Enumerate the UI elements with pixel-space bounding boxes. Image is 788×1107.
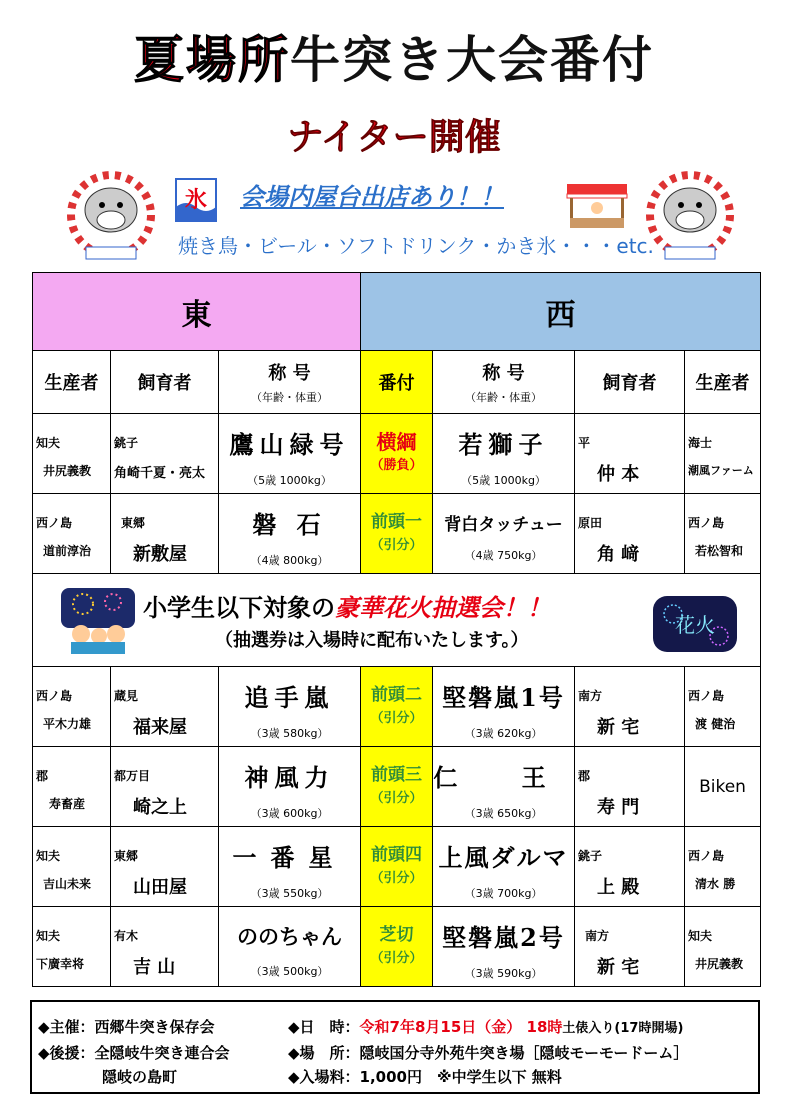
west-bull-age: （3歳 700kg） <box>464 887 543 900</box>
rank-title: 横綱 <box>376 429 417 454</box>
rank-result: （引分） <box>370 950 423 966</box>
col-name-west <box>433 351 575 414</box>
west-producer: 清水 勝 <box>695 877 736 891</box>
fireworks-family-icon <box>61 588 135 654</box>
hanabi-label: 花火 <box>675 613 715 637</box>
east-bull-name: 追手嵐 <box>244 683 335 712</box>
date-after: 土俵入り(17時開場) <box>562 1021 684 1036</box>
east-producer: 吉山未来 <box>43 877 92 891</box>
east-raiser-area: 銚子 <box>114 436 139 450</box>
east-raiser-area: 有木 <box>114 929 139 943</box>
west-raiser: 上 殿 <box>597 877 640 898</box>
col-producer-east: 生産者 <box>33 351 111 414</box>
hanabi-logo-icon <box>653 596 737 652</box>
place-line: ◆場 所：隠岐国分寺外苑牛突き場［隠岐モーモードーム］ <box>288 1044 689 1062</box>
west-bull-name: 若獅子 <box>458 430 549 459</box>
east-bull-name: 鷹山緑号 <box>229 430 350 459</box>
east-producer-area: 西ノ島 <box>36 516 73 530</box>
east-raiser-area: 蔵見 <box>114 689 139 703</box>
west-bull-name: 堅磐嵐1号 <box>442 683 565 712</box>
col-name-label: 称 号 <box>482 363 525 384</box>
lottery-headline <box>143 588 551 623</box>
west-bull-name: 仁 王 <box>433 763 574 792</box>
rank-title: 前頭四 <box>371 844 423 865</box>
east-raiser: 山田屋 <box>133 877 187 898</box>
east-bull-age: （3歳 550kg） <box>250 887 329 900</box>
table-row <box>33 494 761 574</box>
west-raiser-area: 南方 <box>578 689 603 703</box>
col-name-sub: （年齢・体重） <box>251 391 328 404</box>
west-raiser-area: 南方 <box>585 929 610 943</box>
date-line <box>288 1016 683 1037</box>
west-raiser-area: 平 <box>578 436 591 450</box>
east-bull-name: ののちゃん <box>237 923 342 949</box>
east-bull-age: （3歳 580kg） <box>250 727 329 740</box>
table-row <box>33 907 761 987</box>
rank-title: 前頭三 <box>371 764 423 785</box>
fee-line: ◆入場料：1,000円 ※中学生以下 無料 <box>288 1068 562 1086</box>
east-producer-area: 西ノ島 <box>36 689 73 703</box>
kakigori-flag-icon <box>174 177 218 223</box>
west-bull-name: 堅磐嵐2号 <box>442 923 565 952</box>
table-row <box>33 414 761 494</box>
food-stall-icon <box>562 180 632 232</box>
west-bull-age: （3歳 620kg） <box>464 727 543 740</box>
table-row <box>33 667 761 747</box>
event-info-box <box>30 1000 760 1094</box>
east-raiser-area: 東郷 <box>121 516 146 530</box>
col-name-east <box>219 351 361 414</box>
table-row <box>33 747 761 827</box>
east-producer: 寿畜産 <box>49 797 86 811</box>
foods-list: 焼き鳥・ビール・ソフトドリンク・かき氷・・・etc. <box>178 234 654 258</box>
east-producer: 平木力雄 <box>43 717 92 731</box>
west-bull-age: （3歳 590kg） <box>464 967 543 980</box>
subtitle: ナイター開催 <box>287 117 501 158</box>
west-raiser: 仲 本 <box>597 464 640 485</box>
col-name-label: 称 号 <box>268 363 311 384</box>
east-raiser: 角崎千夏・亮太 <box>114 466 206 481</box>
west-producer-area: 西ノ島 <box>688 516 725 530</box>
west-raiser: 新 宅 <box>597 957 640 978</box>
east-raiser: 新敷屋 <box>133 544 187 565</box>
rank-result: （引分） <box>370 710 423 726</box>
west-raiser: 新 宅 <box>597 717 640 738</box>
ox-mascot-icon <box>645 165 735 265</box>
east-bull-age: （3歳 600kg） <box>250 807 329 820</box>
west-producer: 渡 健治 <box>695 717 736 731</box>
west-bull-name: 背白タッチュー <box>444 515 563 535</box>
west-bull-name: 上風ダルマ <box>438 843 569 872</box>
east-bull-age: （3歳 500kg） <box>250 964 329 978</box>
west-producer: 潮風ファーム <box>688 464 754 477</box>
east-raiser-area: 都万目 <box>114 769 151 783</box>
west-bull-age: （3歳 650kg） <box>464 807 543 820</box>
east-bull-age: （5歳 1000kg） <box>247 474 332 487</box>
lottery-headline-a: 小学生以下対象の <box>143 594 335 622</box>
east-producer-area: 郡 <box>36 769 49 783</box>
east-bull-age: （4歳 800kg） <box>250 554 329 567</box>
fireworks-lottery-banner <box>33 574 761 667</box>
east-producer: 下廣幸将 <box>36 957 85 971</box>
west-raiser-area: 郡 <box>578 769 591 783</box>
table-row <box>33 827 761 907</box>
rank-result: （引分） <box>370 790 423 806</box>
east-producer-area: 知夫 <box>36 929 61 943</box>
east-raiser: 吉 山 <box>133 957 176 978</box>
west-raiser: 寿 門 <box>597 797 640 818</box>
date-value: 令和7年8月15日（金） 18時 <box>359 1018 563 1036</box>
east-producer-area: 知夫 <box>36 436 61 450</box>
col-producer-west: 生産者 <box>685 351 761 414</box>
page-title <box>0 30 788 90</box>
title-black: 牛突き大会番付 <box>290 31 654 89</box>
west-producer-area: 西ノ島 <box>688 689 725 703</box>
east-raiser: 福来屋 <box>133 717 187 738</box>
col-rank: 番付 <box>361 351 433 414</box>
col-raiser-east: 飼育者 <box>111 351 219 414</box>
rank-title: 芝切 <box>379 924 414 945</box>
banzuke-table <box>32 272 761 987</box>
rank-title: 前頭一 <box>371 511 423 532</box>
lottery-note: （抽選券は入場時に配布いたします。） <box>215 630 529 651</box>
west-bull-age: （5歳 1000kg） <box>461 474 546 487</box>
west-producer: 若松智和 <box>695 544 744 558</box>
east-header: 東 <box>33 273 361 351</box>
rank-result: （勝負） <box>370 457 423 473</box>
rank-result: （引分） <box>370 870 423 886</box>
west-raiser: 角 﨑 <box>597 544 640 565</box>
ox-mascot-icon <box>66 165 156 265</box>
east-bull-name: 磐 石 <box>252 510 327 539</box>
host-line: ◆主催：西郷牛突き保存会 <box>38 1018 215 1036</box>
col-raiser-west: 飼育者 <box>575 351 685 414</box>
east-bull-name: 一番星 <box>232 843 347 872</box>
east-raiser-area: 東郷 <box>114 849 139 863</box>
west-producer: Biken <box>685 747 761 827</box>
support-line: ◆後援：全隠岐牛突き連合会 <box>38 1044 230 1062</box>
east-producer: 道前淳治 <box>43 544 92 558</box>
rank-result: （引分） <box>370 537 423 553</box>
east-raiser: 崎之上 <box>133 797 187 818</box>
east-bull-name: 神風力 <box>244 763 335 792</box>
col-name-sub: （年齢・体重） <box>465 391 543 404</box>
kori-label: 氷 <box>184 188 208 213</box>
title-red: 夏場所 <box>134 31 290 89</box>
date-label: ◆日 時： <box>288 1018 360 1036</box>
west-header: 西 <box>361 273 761 351</box>
west-raiser-area: 銚子 <box>578 849 603 863</box>
west-producer-area: 海士 <box>688 436 713 450</box>
lottery-headline-b: 豪華花火抽選会！！ <box>335 594 551 622</box>
west-producer-area: 西ノ島 <box>688 849 725 863</box>
west-producer: 井尻義教 <box>695 957 744 971</box>
west-raiser-area: 原田 <box>578 516 603 530</box>
west-bull-age: （4歳 750kg） <box>464 549 543 562</box>
east-producer-area: 知夫 <box>36 849 61 863</box>
support-line-2: 隠岐の島町 <box>102 1068 178 1086</box>
stalls-note: 会場内屋台出店あり！！ <box>240 183 504 211</box>
rank-title: 前頭二 <box>371 684 423 705</box>
west-producer-area: 知夫 <box>688 929 713 943</box>
east-producer: 井尻義教 <box>43 464 92 478</box>
